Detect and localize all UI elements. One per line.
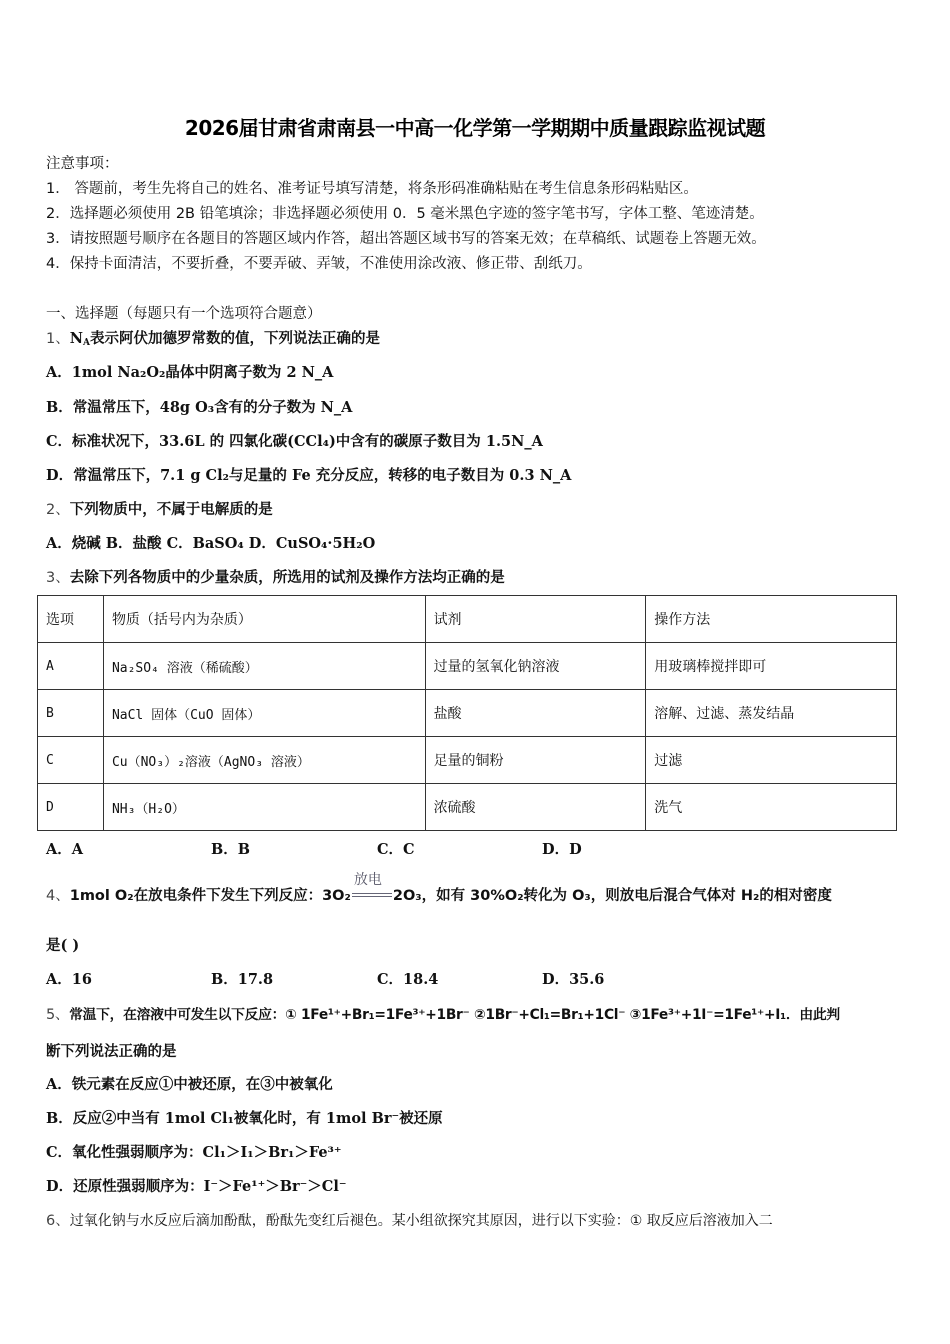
question-4-option-c: C．18.4	[377, 971, 439, 988]
question-5-option-d: D．还原性强弱顺序为：I⁻＞Fe¹⁺＞Br⁻＞Cl⁻	[46, 1178, 347, 1195]
table-header-cell: 物质（括号内为杂质）	[103, 596, 425, 643]
notice-item-1: 1． 答题前，考生先将自己的姓名、准考证号填写清楚，将条形码准确粘贴在考生信息条形码粘贴区。	[46, 181, 698, 197]
question-4-stem-line2: 是( )	[46, 937, 80, 954]
question-3-option-d: D．D	[542, 841, 582, 858]
table-row	[38, 784, 897, 831]
reaction-arrow	[352, 872, 392, 903]
table-cell: D	[38, 784, 104, 831]
question-2-stem: 2、下列物质中，不属于电解质的是	[46, 502, 273, 518]
notice-heading: 注意事项：	[46, 156, 119, 172]
question-5-stem-line2: 断下列说法正确的是	[46, 1043, 177, 1060]
table-cell: NH₃（H₂O）	[103, 784, 425, 831]
question-6-stem: 6、过氧化钠与水反应后滴加酚酞，酚酞先变红后褪色。某小组欲探究其原因，进行以下实验：① 取反应后溶液加入二	[46, 1213, 773, 1229]
question-5-option-c: C．氧化性强弱顺序为：Cl₁＞I₁＞Br₁＞Fe³⁺	[46, 1144, 342, 1161]
table-cell: NaCl 固体（CuO 固体）	[103, 690, 425, 737]
section-heading: 一、选择题（每题只有一个选项符合题意）	[46, 306, 322, 322]
question-4-option-a: A．16	[46, 971, 92, 988]
question-1-option-d: D．常温常压下，7.1 g Cl₂与足量的 Fe 充分反应，转移的电子数目为 0.3 N_A	[46, 467, 572, 484]
question-3-option-b: B．B	[211, 841, 251, 858]
double-line-icon	[352, 893, 392, 897]
table-cell: C	[38, 737, 104, 784]
impurity-removal-table	[37, 595, 897, 831]
question-4-option-b: B．17.8	[211, 971, 274, 988]
table-cell: 过滤	[646, 737, 897, 784]
table-cell: 溶解、过滤、蒸发结晶	[646, 690, 897, 737]
table-cell: 浓硫酸	[425, 784, 646, 831]
question-1-option-c: C．标准状况下，33.6L 的 四氯化碳(CCl₄)中含有的碳原子数目为 1.5N_A	[46, 433, 543, 450]
question-3-option-c: C．C	[377, 841, 415, 858]
question-5-stem: 5、常温下，在溶液中可发生以下反应：① 1Fe¹⁺+Br₁=1Fe³⁺+1Br⁻ ②1Br⁻+Cl₁=Br₁+1Cl⁻ ③1Fe³⁺+1I⁻=1Fe¹⁺+I₁．由此判	[46, 1007, 840, 1023]
table-row	[38, 643, 897, 690]
notice-item-4: 4．保持卡面清洁，不要折叠，不要弄破、弄皱，不准使用涂改液、修正带、刮纸刀。	[46, 256, 592, 272]
table-header-cell: 操作方法	[646, 596, 897, 643]
question-5-option-b: B．反应②中当有 1mol Cl₁被氧化时，有 1mol Br⁻被还原	[46, 1110, 443, 1127]
table-header-cell: 选项	[38, 596, 104, 643]
reaction-condition-label: 放电	[353, 872, 382, 888]
page-title: 2026届甘肃省肃南县一中高一化学第一学期期中质量跟踪监视试题	[184, 116, 766, 140]
question-1-option-a: A．1mol Na₂O₂晶体中阴离子数为 2 N_A	[46, 364, 334, 381]
question-2-options: A．烧碱 B．盐酸 C．BaSO₄ D．CuSO₄·5H₂O	[46, 535, 376, 552]
question-5-option-a: A．铁元素在反应①中被还原，在③中被氧化	[46, 1076, 333, 1093]
notice-item-2: 2．选择题必须使用 2B 铅笔填涂；非选择题必须使用 0．5 毫米黑色字迹的签字笔书写，字体工整、笔迹清楚。	[46, 206, 764, 222]
table-row	[38, 690, 897, 737]
question-1-stem: 1、$N_A$表示阿伏加德罗常数的值，下列说法正确的是	[46, 330, 380, 348]
notice-item-3: 3．请按照题号顺序在各题目的答题区域内作答，超出答题区域书写的答案无效；在草稿纸、试题卷上答题无效。	[46, 231, 766, 247]
question-3-option-a: A．A	[46, 841, 84, 858]
table-cell: 洗气	[646, 784, 897, 831]
question-4-option-d: D．35.6	[542, 971, 605, 988]
question-3-stem: 3、去除下列各物质中的少量杂质，所选用的试剂及操作方法均正确的是	[46, 570, 505, 586]
table-cell: 足量的铜粉	[425, 737, 646, 784]
table-cell: B	[38, 690, 104, 737]
table-header-row	[38, 596, 897, 643]
table-cell: Na₂SO₄ 溶液（稀硫酸）	[103, 643, 425, 690]
question-1-option-b: B．常温常压下，48g O₃含有的分子数为 N_A	[46, 399, 353, 416]
table-cell: Cu（NO₃）₂溶液（AgNO₃ 溶液）	[103, 737, 425, 784]
table-header-cell: 试剂	[425, 596, 646, 643]
question-number: 1、	[46, 331, 70, 347]
question-4-stem: 4、1mol O₂在放电条件下发生下列反应：3O₂ 放电 2O₃，如有 30%O₂转化为 O₃，则放电后混合气体对 H₂的相对密度	[46, 884, 832, 905]
table-row	[38, 737, 897, 784]
table-cell: 过量的氢氧化钠溶液	[425, 643, 646, 690]
table-cell: 用玻璃棒搅拌即可	[646, 643, 897, 690]
table-cell: A	[38, 643, 104, 690]
table-cell: 盐酸	[425, 690, 646, 737]
